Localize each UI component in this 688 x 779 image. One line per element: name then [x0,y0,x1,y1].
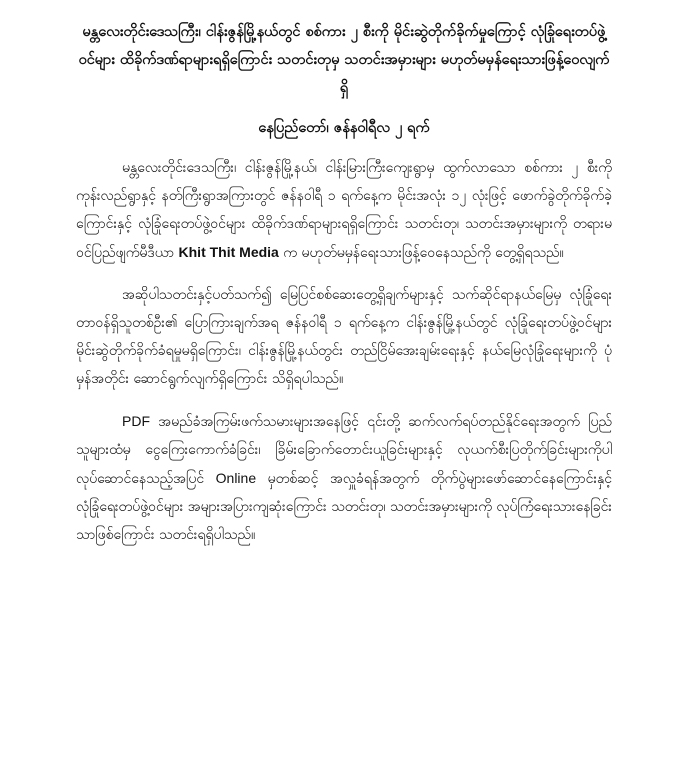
headline: မန္တလေးတိုင်းဒေသကြီး၊ ငါန်းဇွန်မြို့နယ်တွင် စစ်ကား ၂ စီးကို မိုင်းဆွဲတိုက်ခိုက်မှုကြောင့် လုံခြုံရေးတပ်ဖွဲ့ဝင်များ ထိခိုက်ဒဏ်ရာများရရှိကြောင်း သတင်းတုမှ သတင်းအမှားများ မဟုတ်မမှန်ရေးသားဖြန့်ဝေလျက်ရှိ [78,24,610,96]
paragraph-3 [76,407,612,549]
paragraph-3-tail: မှတစ်ဆင့် အလှူခံရန်အတွက် တိုက်ပွဲများဖော်ဆောင်နေကြောင်းနှင့် လုံခြုံရေးတပ်ဖွဲ့ဝင်များ အများအပြားကျဆုံးကြောင်း သတင်းတု၊ သတင်းအမှားများကို လုပ်ကြံရေးသားနေခြင်းသာဖြစ်ကြောင်း သတင်းရရှိပါသည်။ [76,471,612,543]
pdf-term: PDF [122,413,150,429]
paragraph-1-tail: က မဟုတ်မမှန်ရေးသားဖြန့်ဝေနေသည်ကို တွေ့ရှိရသည်။ [278,245,564,261]
dateline: နေပြည်တော်၊ ဇန်နဝါရီလ ၂ ရက် [258,120,430,136]
paragraph-2: အဆိုပါသတင်းနှင့်ပတ်သက်၍ မြေပြင်စစ်ဆေးတွေ့ရှိချက်များနှင့် သက်ဆိုင်ရာနယ်မြေမှ လုံခြုံရေးတာဝန်ရှိသူတစ်ဦး၏ ပြောကြားချက်အရ ဇန်နဝါရီ ၁ ရက်နေ့က ငါန်းဇွန်မြို့နယ်တွင် လုံခြုံရေးတပ်ဖွဲ့ဝင်များ မိုင်းဆွဲတိုက်ခိုက်ခံရမှုမရှိကြောင်း၊ ငါန်းဇွန်မြို့နယ်တွင်း တည်ငြိမ်အေးချမ်းရေးနှင့် နယ်မြေလုံခြုံရေးများကို ပုံမှန်အတိုင်း ဆောင်ရွက်လျက်ရှိကြောင်း သိရှိရပါသည်။ [76,287,612,387]
news-document [76,18,612,563]
paragraph-3-text: အမည်ခံအကြမ်းဖက်သမားများအနေဖြင့် ၎င်းတို့ ဆက်လက်ရပ်တည်နိုင်ရေးအတွက် ပြည်သူများထံမှ ငွေကြေးကောက်ခံခြင်း၊ ခြိမ်းခြောက်တောင်းယူခြင်းများနှင့် လုယက်စီးပြတိုက်ခြင်းများကိုပါ လုပ်ဆောင်နေသည့်အပြင် [76,414,612,487]
paragraph-1 [76,154,612,267]
online-term: Online [215,470,257,486]
media-name: Khit Thit Media [178,244,279,260]
paragraph-1-text: မန္တလေးတိုင်းဒေသကြီး၊ ငါန်းဇွန်မြို့နယ်၊ ငါန်းမြားကြီးကျေးရွာမှ ထွက်လာသော စစ်ကား ၂ စီးကို ကုန်းလည်ရွာနှင့် နတ်ကြီးရွာအကြားတွင် ဇန်နဝါရီ ၁ ရက်နေ့က မိုင်းအလုံး ၁၂ လုံးဖြင့် ဖောက်ခွဲတိုက်ခိုက်ခဲ့ကြောင်းနှင့် လုံခြုံရေးတပ်ဖွဲ့ဝင်များ ထိခိုက်ဒဏ်ရာများရရှိကြောင်း သတင်းတု၊ သတင်းအမှားများကို တရားမဝင်ပြည်ဖျက်မီဒီယာ [76,160,612,261]
